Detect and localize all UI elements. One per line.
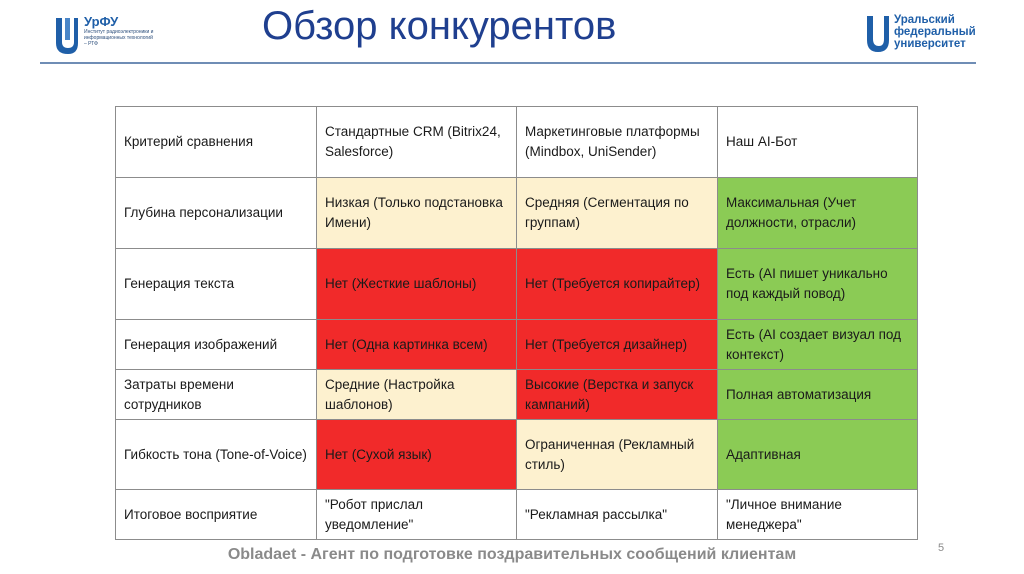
logo-right-line-3: университет [894, 38, 966, 50]
table-cell: "Рекламная рассылка" [517, 490, 718, 540]
table-header-row [116, 107, 918, 178]
table-cell: Низкая (Только подстановка Имени) [317, 178, 517, 249]
table-cell: Нет (Сухой язык) [317, 420, 517, 490]
logo-right-line-1: Уральский [894, 14, 955, 26]
page-number: 5 [938, 542, 945, 554]
row-criterion: Генерация изображений [116, 320, 317, 370]
urfu-emblem-icon [866, 14, 890, 54]
table-cell: Максимальная (Учет должности, отрасли) [718, 178, 918, 249]
header-our-ai-bot: Наш AI-Бот [718, 107, 918, 178]
table-row [116, 370, 918, 420]
table-cell: Средние (Настройка шаблонов) [317, 370, 517, 420]
table-cell: Высокие (Верстка и запуск кампаний) [517, 370, 718, 420]
table-cell: Есть (AI пишет уникально под каждый повод) [718, 249, 918, 320]
table-row [116, 178, 918, 249]
row-criterion: Итоговое восприятие [116, 490, 317, 540]
table-row [116, 320, 918, 370]
urfu-emblem-icon [54, 16, 80, 56]
header-marketing-platforms: Маркетинговые платформы (Mindbox, UniSender) [517, 107, 718, 178]
table-cell: "Робот прислал уведомление" [317, 490, 517, 540]
row-criterion: Глубина персонализации [116, 178, 317, 249]
row-criterion: Генерация текста [116, 249, 317, 320]
footer-text: Obladaet - Агент по подготовке поздравительных сообщений клиентам [227, 546, 797, 563]
header-divider [40, 62, 976, 64]
row-criterion: Гибкость тона (Tone-of-Voice) [116, 420, 317, 490]
urfu-logo-right [866, 14, 976, 58]
table-row [116, 420, 918, 490]
table-row [116, 490, 918, 540]
table-cell: Нет (Требуется дизайнер) [517, 320, 718, 370]
logo-left-name: УрФУ [84, 14, 119, 29]
competitor-comparison-table [115, 106, 918, 540]
table-cell: Адаптивная [718, 420, 918, 490]
table-cell: Нет (Требуется копирайтер) [517, 249, 718, 320]
logo-right-line-2: федеральный [894, 26, 976, 38]
table-cell: Ограниченная (Рекламный стиль) [517, 420, 718, 490]
table-cell: "Личное внимание менеджера" [718, 490, 918, 540]
logo-right-text [894, 14, 976, 50]
row-criterion: Затраты времени сотрудников [116, 370, 317, 420]
table-cell: Нет (Жесткие шаблоны) [317, 249, 517, 320]
table-cell: Средняя (Сегментация по группам) [517, 178, 718, 249]
table-cell: Нет (Одна картинка всем) [317, 320, 517, 370]
table-cell: Есть (AI создает визуал под контекст) [718, 320, 918, 370]
page-title: Обзор конкурентов [262, 4, 617, 48]
header-criterion: Критерий сравнения [116, 107, 317, 178]
urfu-logo-left [54, 14, 154, 58]
table-row [116, 249, 918, 320]
logo-left-subtitle: Институт радиоэлектроники и информационных технологий – РТФ [84, 29, 154, 47]
table-cell: Полная автоматизация [718, 370, 918, 420]
header-standard-crm: Стандартные CRM (Bitrix24, Salesforce) [317, 107, 517, 178]
